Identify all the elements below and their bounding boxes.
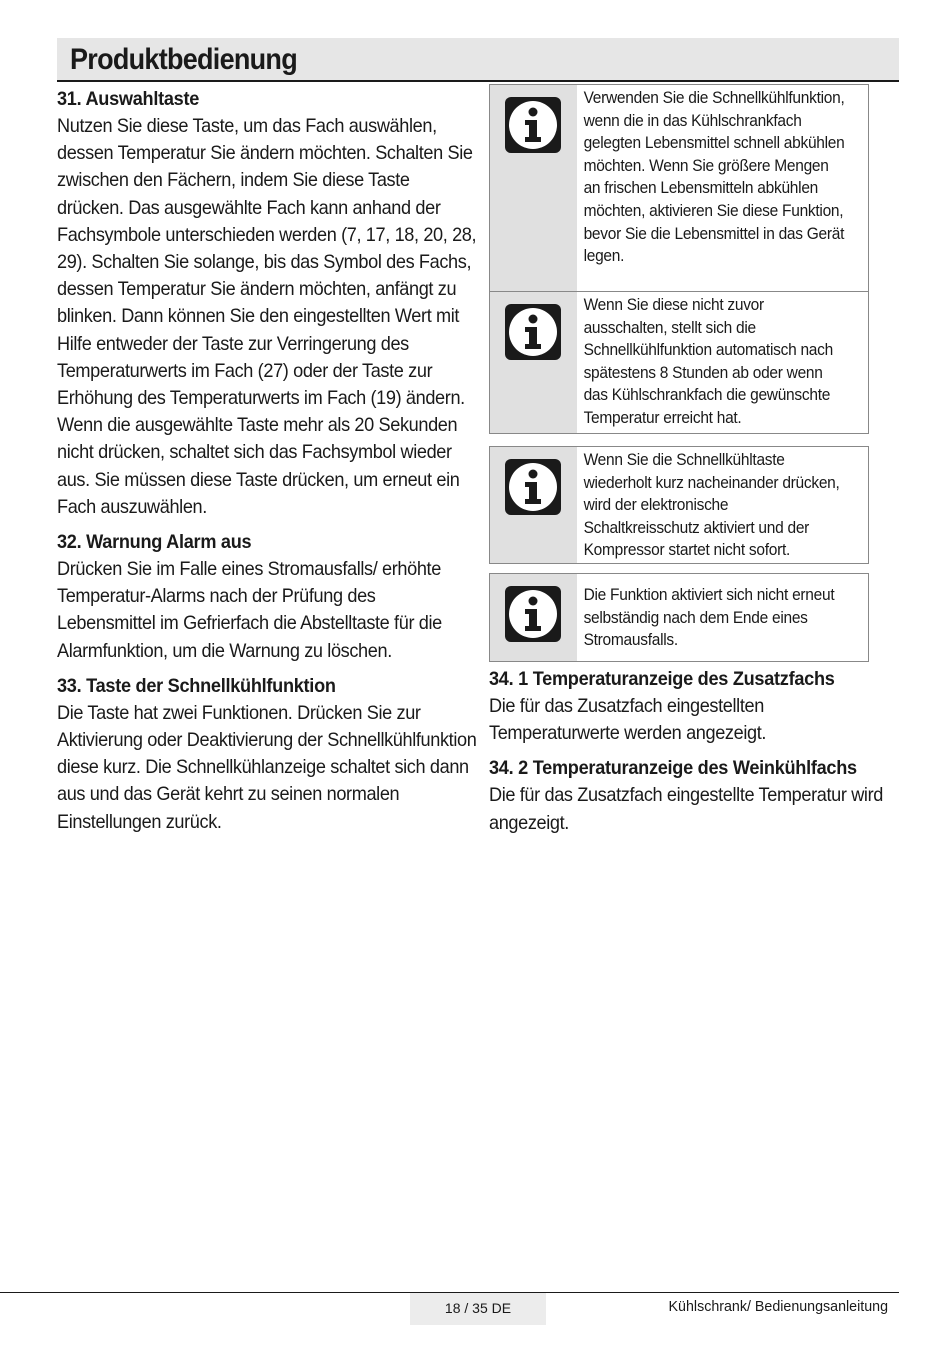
section-33 (57, 673, 477, 836)
note-icon-cell (490, 292, 577, 433)
note-icon-cell (490, 574, 577, 661)
note-icon-cell (490, 447, 577, 563)
section-heading: 33. Taste der Schnellkühlfunktion (57, 674, 336, 697)
section-heading: 31. Auswahltaste (57, 88, 200, 110)
document-title: Kühlschrank/ Bedienungsanleitung (668, 1298, 888, 1315)
info-icon (505, 586, 561, 642)
section-heading: 34. 1 Temperaturanzeige des Zusatzfachs (489, 668, 835, 690)
page-header-bar (57, 38, 899, 82)
note-text: Die Funktion aktiviert sich nicht erneut selbständig nach dem Ende eines Stromausfalls. (583, 586, 835, 650)
note-text: Verwenden Sie die Schnellkühlfunktion, wenn die in das Kühlschrankfach gelegten Lebensmittel schnell abkühlen möchten. Wenn Sie größere Mengen an frischen Lebensmitteln abkühlen möchten, aktivieren Sie diese Funktion, bevor Sie die Lebensmittel in das Gerät legen. (583, 89, 845, 266)
section-body: Die Taste hat zwei Funktionen. Drücken Sie zur Aktivierung oder Deaktivierung der Schnellkühlfunktion diese kurz. Die Schnellkühlanzeige schaltet sich dann aus und das Gerät kehrt zu seinen normalen Einstellungen zurück. (57, 701, 477, 833)
section-heading: 34. 2 Temperaturanzeige des Weinkühlfachs (489, 757, 857, 780)
info-icon (505, 304, 561, 360)
left-column (57, 86, 477, 844)
note-text: Wenn Sie die Schnellkühltaste wiederholt kurz nacheinander drücken, wird der elektronische Schaltkreisschutz aktiviert und der Kompressor startet nicht sofort. (583, 451, 840, 560)
page-title: Produktbedienung (70, 43, 297, 76)
section-32 (57, 529, 477, 665)
section-34-2 (489, 755, 889, 836)
info-note-1 (489, 84, 869, 292)
note-text: Wenn Sie diese nicht zuvor ausschalten, stellt sich die Schnellkühlfunktion automatisch nach spätestens 8 Stunden ab oder wenn das Kühlschrankfach die gewünschte Temperatur erreicht hat. (583, 296, 833, 427)
section-31 (57, 86, 477, 521)
info-icon (505, 97, 561, 153)
section-body: Die für das Zusatzfach eingestellten Temperaturwerte werden angezeigt. (489, 695, 767, 745)
page-number: 18 / 35 DE (410, 1293, 546, 1325)
section-body: Nutzen Sie diese Taste, um das Fach auswählen, dessen Temperatur Sie ändern möchten. Schalten Sie zwischen den Fächern, indem Sie diese Taste drücken. Das ausgewählte Fach kann anhand der Fachsymbole unterschieden werden (7, 17, 18, 20, 28, 29). Schalten Sie solange, bis das Symbol des Fachs, dessen Temperatur Sie ändern möchten, anfängt zu blinken. Dann können Sie den eingestellten Wert mit Hilfe entweder der Taste zur Verringerung des Temperaturwerts im Fach (27) oder der Taste zur Erhöhung des Temperaturwerts im Fach (19) ändern. Wenn die ausgewählte Taste mehr als 20 Sekunden nicht drücken, schaltet sich das Fachsymbol wieder aus. Sie müssen diese Taste drücken, um erneut ein Fach auszuwählen. (57, 115, 477, 518)
note-icon-cell (490, 85, 577, 291)
section-34-1 (489, 666, 889, 747)
info-icon (505, 459, 561, 515)
info-note-2 (489, 292, 869, 434)
section-body: Die für das Zusatzfach eingestellte Temperatur wird angezeigt. (489, 784, 883, 834)
info-note-3 (489, 446, 869, 564)
right-column (489, 84, 889, 845)
section-heading: 32. Warnung Alarm aus (57, 531, 252, 554)
info-note-4 (489, 573, 869, 662)
section-body: Drücken Sie im Falle eines Stromausfalls/ erhöhte Temperatur-Alarms nach der Prüfung des Lebensmittel im Gefrierfach die Abstelltaste für die Alarmfunktion, um die Warnung zu löschen. (57, 558, 442, 662)
